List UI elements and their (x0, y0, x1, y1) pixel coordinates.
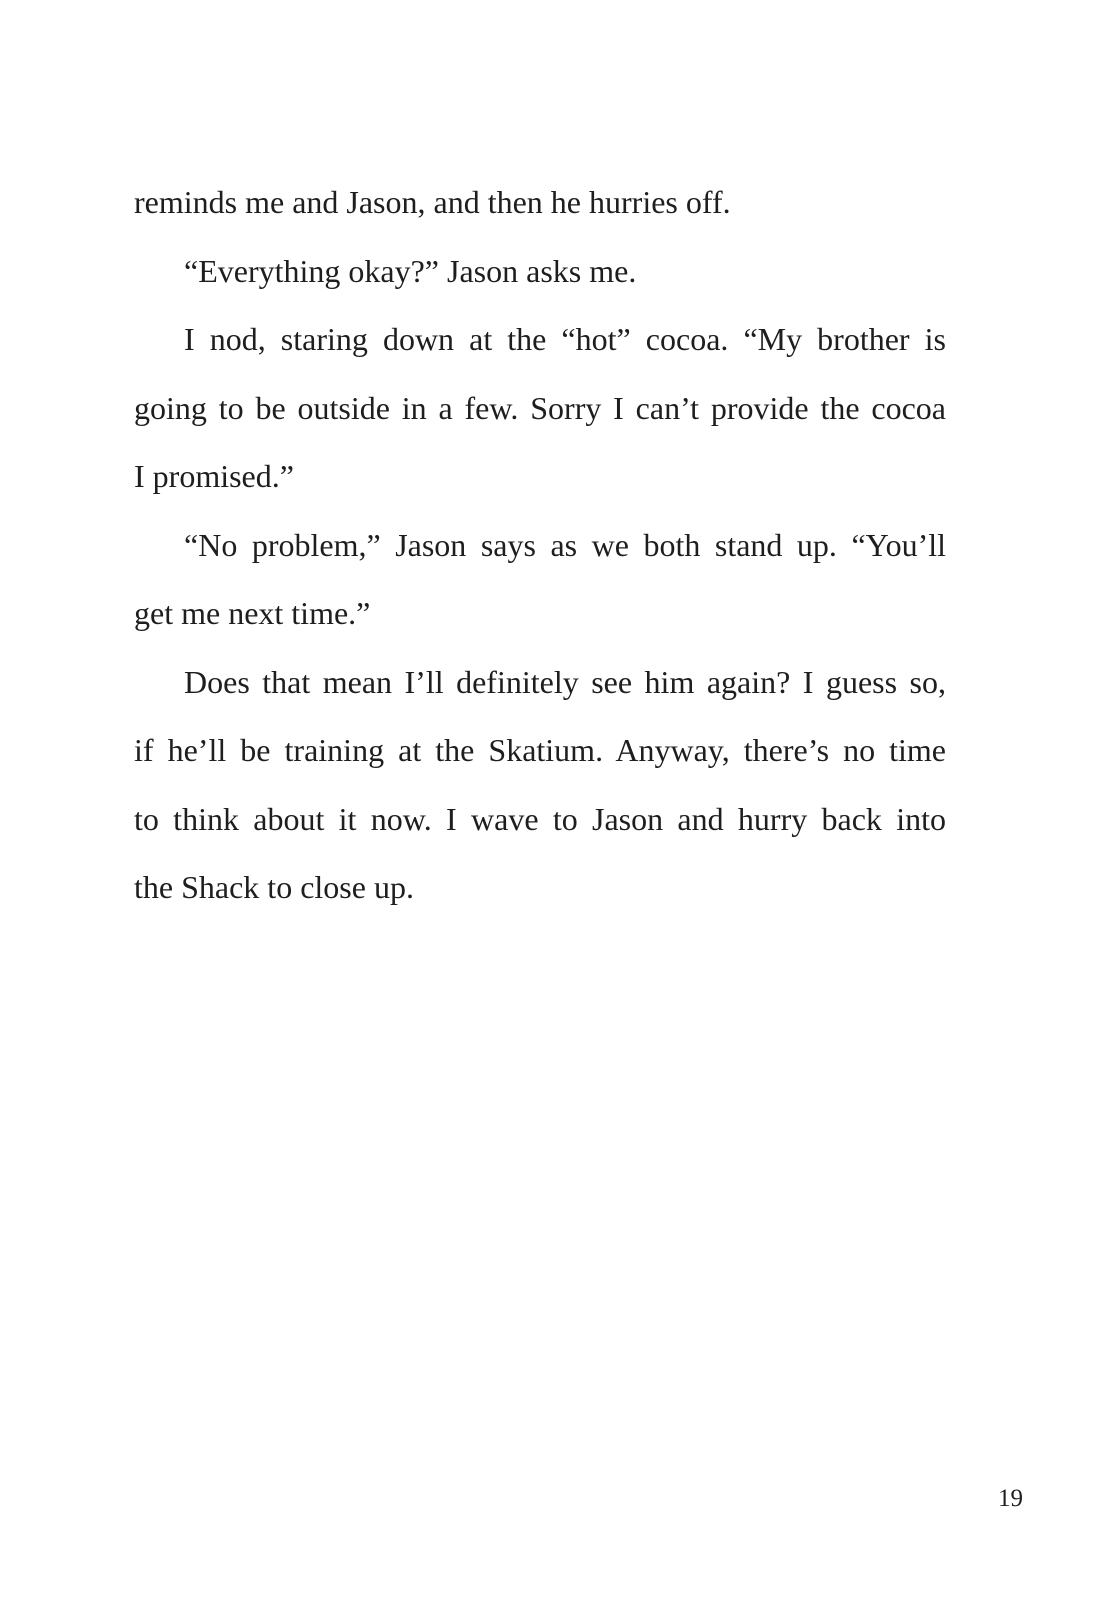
text-line-3: I nod, staring down at the “hot” cocoa. “My brother is (184, 321, 946, 357)
page-number: 19 (998, 1485, 1023, 1512)
text-line-8: Does that mean I’ll definitely see him again? I guess so, (184, 663, 946, 700)
text-line-11: the Shack to close up. (134, 869, 414, 905)
text-line-10: to think about it now. I wave to Jason and hurry back into (134, 800, 946, 837)
text-line-9: if he’ll be training at the Skatium. Anyway, there’s no time (134, 732, 946, 768)
text-line-1: reminds me and Jason, and then he hurries off. (134, 184, 731, 220)
text-line-2: “Everything okay?” Jason asks me. (184, 252, 637, 289)
text-line-7: get me next time.” (134, 595, 371, 631)
body-text (134, 168, 946, 922)
text-line-6: “No problem,” Jason says as we both stand up. “You’ll (184, 526, 946, 563)
text-line-4: going to be outside in a few. Sorry I can’t provide the cocoa (134, 389, 946, 426)
text-line-5: I promised.” (134, 458, 294, 494)
